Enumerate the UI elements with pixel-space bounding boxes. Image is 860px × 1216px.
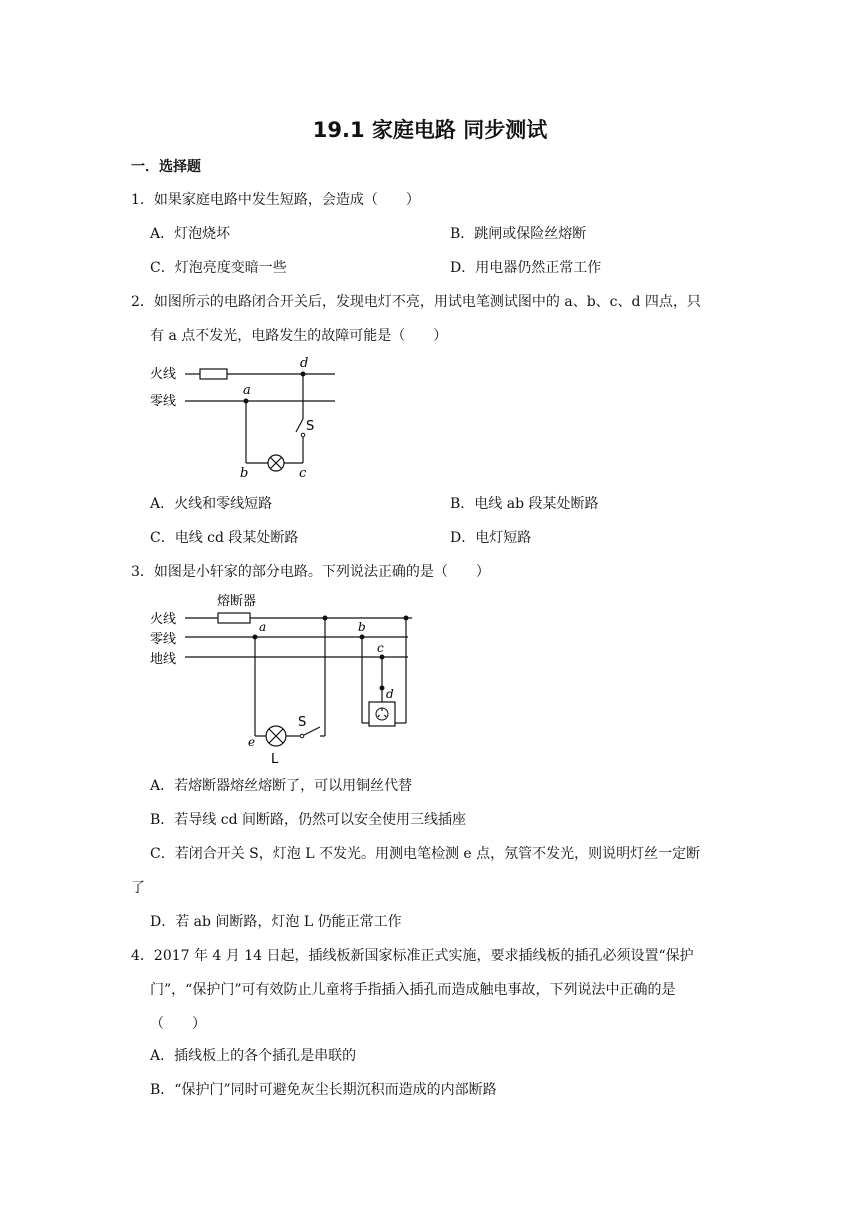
q3-lamp-label: L	[271, 752, 279, 767]
q3-point-d: d	[386, 687, 394, 701]
q4-stem-line1: 4．2017 年 4 月 14 日起，插线板新国家标准正式实施，要求插线板的插孔必须设置“保护	[131, 948, 694, 964]
q2-point-b: b	[240, 466, 249, 480]
q1-stem: 1．如果家庭电路中发生短路，会造成（ ）	[131, 192, 420, 208]
q2-fuse	[200, 369, 227, 379]
q4-stem-line3: （ ）	[150, 1016, 206, 1032]
q2-switch	[296, 419, 303, 432]
q3-point-c: c	[377, 641, 384, 655]
q2-circuit-diagram	[140, 350, 350, 480]
q2-point-c: c	[299, 466, 307, 480]
q2-point-a: a	[243, 383, 251, 398]
q1-option-a: A．灯泡烧坏	[150, 226, 231, 242]
q2-switch-label: S	[306, 419, 315, 434]
q3-ground-label: 地线	[150, 652, 177, 667]
q4-option-a: A．插线板上的各个插孔是串联的	[150, 1048, 357, 1064]
q3-option-a: A．若熔断器熔丝熔断了，可以用铜丝代替	[150, 778, 413, 794]
q1-option-c: C．灯泡亮度变暗一些	[150, 260, 287, 276]
q3-point-a: a	[259, 620, 267, 634]
q3-switch	[304, 727, 320, 735]
q3-fuse-label: 熔断器	[217, 594, 257, 609]
q3-point-b: b	[358, 620, 366, 634]
q4-option-b: B．“保护门”同时可避免灰尘长期沉积而造成的内部断路	[150, 1082, 497, 1098]
page-title: 19.1 家庭电路 同步测试	[312, 118, 548, 142]
q3-fuse	[218, 613, 250, 623]
q3-circuit-diagram	[140, 588, 430, 768]
q2-stem-line1: 2．如图所示的电路闭合开关后，发现电灯不亮，用试电笔测试图中的 a、b、c、d 四点，只	[131, 294, 701, 310]
q3-live-label: 火线	[150, 612, 177, 627]
q2-point-d: d	[300, 356, 309, 371]
q3-option-d: D．若 ab 间断路，灯泡 L 仍能正常工作	[150, 914, 402, 930]
q1-option-d: D．用电器仍然正常工作	[450, 260, 602, 276]
q3-option-c-continued: 了	[131, 880, 145, 896]
q2-stem-line2: 有 a 点不发光，电路发生的故障可能是（ ）	[150, 328, 448, 344]
q3-option-b: B．若导线 cd 间断路，仍然可以安全使用三线插座	[150, 812, 466, 828]
q4-stem-line2: 门”，“保护门”可有效防止儿童将手指插入插孔而造成触电事故，下列说法中正确的是	[150, 982, 676, 998]
q3-point-e: e	[248, 735, 256, 749]
q2-option-a: A．火线和零线短路	[150, 496, 273, 512]
q3-stem: 3．如图是小轩家的部分电路。下列说法正确的是（ ）	[131, 564, 490, 580]
q2-option-b: B．电线 ab 段某处断路	[450, 496, 599, 512]
q1-option-b: B．跳闸或保险丝熔断	[450, 226, 587, 242]
q3-switch-label: S	[298, 715, 307, 730]
q3-option-c: C．若闭合开关 S，灯泡 L 不发光。用测电笔检测 e 点，氖管不发光，则说明灯丝一定断	[150, 846, 701, 862]
q2-live-label: 火线	[150, 367, 177, 382]
q2-option-d: D．电灯短路	[450, 530, 532, 546]
section-heading: 一．选择题	[131, 159, 201, 175]
q2-option-c: C．电线 cd 段某处断路	[150, 530, 299, 546]
q3-neutral-label: 零线	[150, 632, 177, 647]
q2-neutral-label: 零线	[150, 394, 177, 409]
